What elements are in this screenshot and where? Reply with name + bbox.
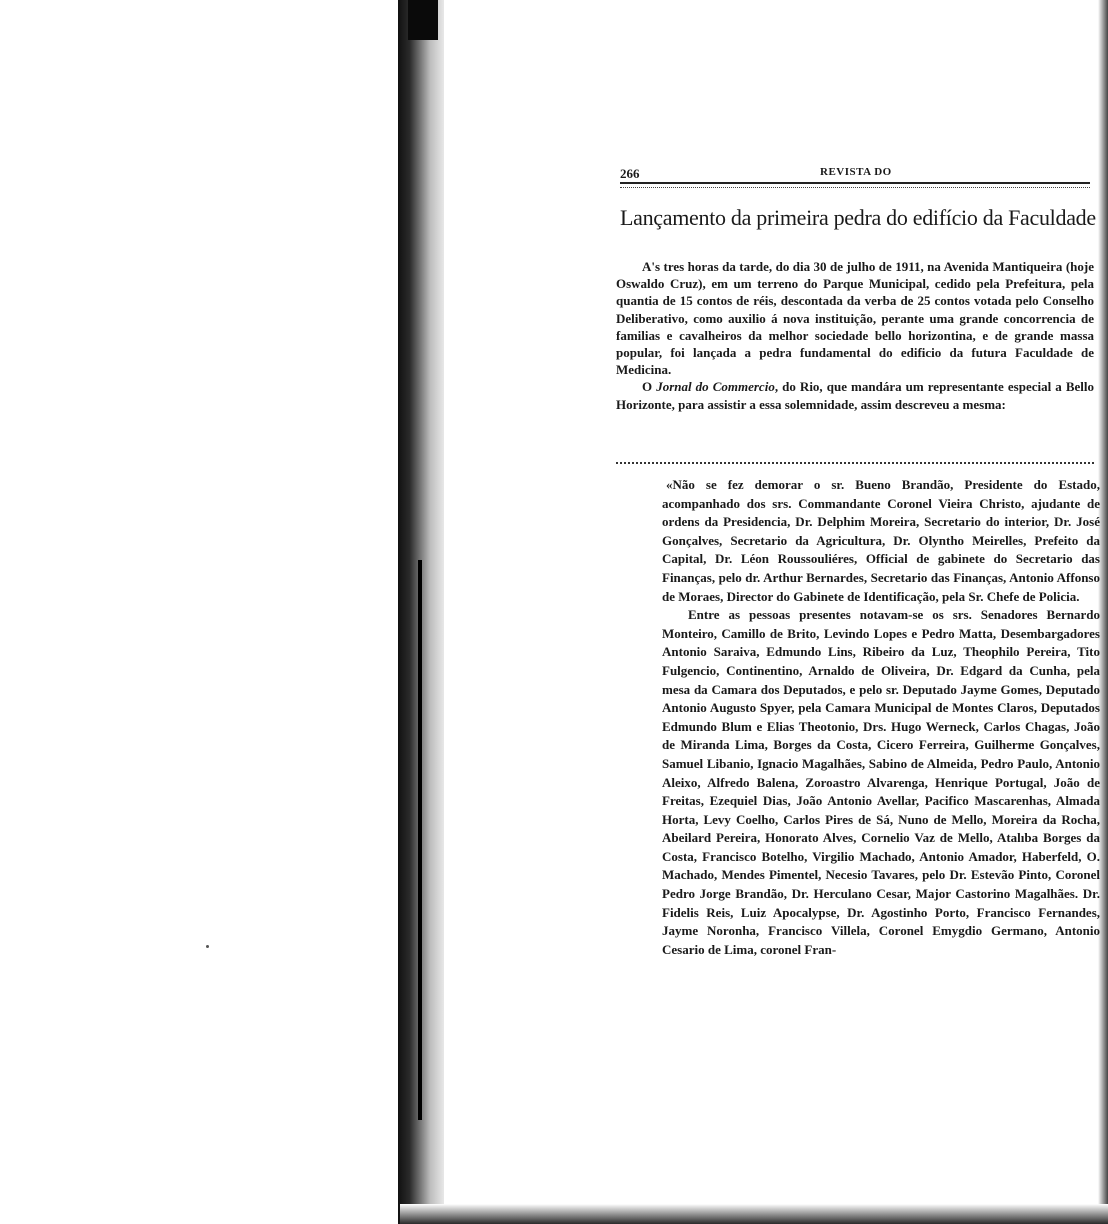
intro-paragraph: A's tres horas da tarde, do dia 30 de julho de 1911, na Avenida Mantiqueira (hoje Oswaldo Cruz), em um terreno do Parque Municipal, cedido pela Prefeitura, pela quantia de 15 contos de réis, descontada da verba de 25 contos votada pelo Conselho Deliberativo, como auxilio á nova instituição, perante uma grande concorrencia de familias e cavalheiros da melhor sociedade bello horizontina, e de grande massa popular, foi lançada a pedra fundamental do edificio da futura Faculdade de Medicina. — [616, 259, 1094, 378]
journal-name: REVISTA DO — [820, 166, 892, 178]
page-bottom-shadow — [400, 1204, 1108, 1224]
left-page-blank — [0, 0, 400, 1224]
p2-prefix: O — [642, 379, 657, 395]
gutter-binding-line — [418, 560, 422, 1120]
gutter-shadow — [408, 0, 438, 40]
quote-paragraph: «Não se fez demorar o sr. Bueno Brandão, Presidente do Estado, acompanhado dos srs. Commandante Coronel Vieira Christo, ajudante de ordens da Presidencia, Dr. Delphim Moreira, Secretario do interior, Dr. José Gonçalves, Secretario da Agricultura, Dr. Olyntho Meirelles, Prefeito da Capital, Dr. Léon Roussouliéres, Official de gabinete do Secretario das Finanças, pelo dr. Arthur Bernardes, Secretario das Finanças, Antonio Affonso de Moraes, Director do Gabinete de Identificação, pela Sr. Chefe de Policia. — [662, 477, 1100, 604]
newspaper-name: Jornal do Commercio — [656, 379, 775, 395]
page-number: 266 — [620, 166, 640, 181]
page-speck — [206, 945, 209, 948]
quoted-report — [662, 476, 1100, 959]
p2-suffix: , do Rio, que mandára um representante especial a Bello Horizonte, para assistir a essa solemnidade, assim descreveu a mesma: — [616, 379, 1095, 412]
intro-paragraph-2 — [616, 378, 1094, 412]
article-title: Lançamento da primeira pedra do edifício da Faculdade — [620, 205, 1096, 230]
article-intro — [616, 258, 1094, 413]
dotted-separator — [616, 462, 1094, 466]
header-rule — [620, 182, 1090, 188]
quote-paragraph: Entre as pessoas presentes notavam-se os srs. Senadores Bernardo Monteiro, Camillo de Brito, Levindo Lopes e Pedro Matta, Desembargadores Antonio Saraiva, Edmundo Lins, Ribeiro da Luz, Theophilo Pereira, Tito Fulgencio, Continentino, Arnaldo de Oliveira, Dr. Edgard da Cunha, pela mesa da Camara dos Deputados, e pelo sr. Deputado Jayme Gomes, Deputado Antonio Augusto Spyer, pela Camara Municipal de Montes Claros, Deputados Edmundo Blum e Elias Theotonio, Drs. Hugo Werneck, Carlos Chagas, João de Miranda Lima, Borges da Costa, Cicero Ferreira, Guilherme Gonçalves, Samuel Libanio, Ignacio Magalhães, Sabino de Almeida, Pedro Paulo, Antonio Aleixo, Alfredo Balena, Zoroastro Alvarenga, Henrique Portugal, João de Freitas, Ezequiel Dias, João Antonio Avellar, Pacifico Mascarenhas, Almada Horta, Levy Coelho, Carlos Pires de Sá, Nuno de Mello, Moreira da Rocha, Abeilard Pereira, Honorato Alves, Cornelio Vaz de Mello, Atalıba Borges da Costa, Francisco Botelho, Virgilio Machado, Antonio Amador, Haberfeld, O. Machado, Mendes Pimentel, Necesio Tavares, pelo Dr. Estevão Pinto, Coronel Pedro Jorge Brandão, Dr. Herculano Cesar, Major Castorino Magalhães. Dr. Fidelis Reis, Luiz Apocalypse, Dr. Agostinho Porto, Francisco Fernandes, Jayme Noronha, Francisco Villela, Coronel Emygdio Germano, Antonio Cesario de Lima, coronel Fran- — [662, 607, 1100, 957]
